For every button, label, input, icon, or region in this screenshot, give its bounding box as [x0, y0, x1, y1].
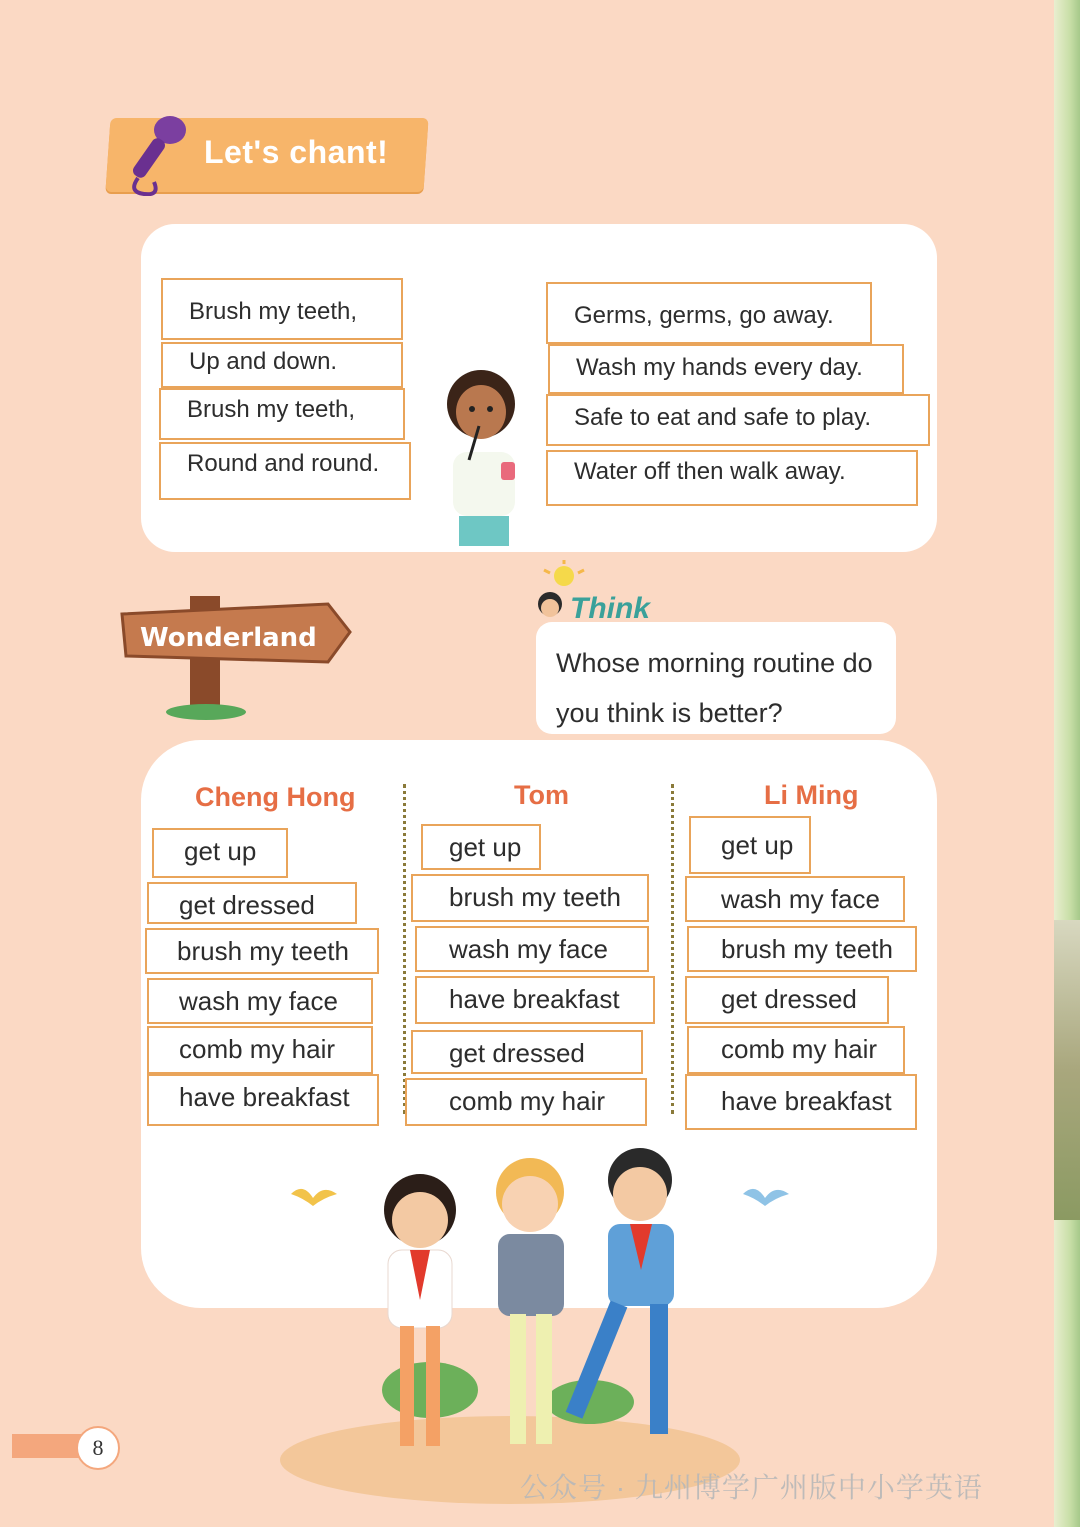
- think-question-line: Whose morning routine do: [556, 648, 873, 678]
- chant-banner: [100, 112, 430, 196]
- column-divider: [403, 784, 406, 1114]
- routine-step: get up: [152, 828, 288, 878]
- routine-step: brush my teeth: [687, 926, 917, 972]
- think-section: [530, 560, 900, 738]
- chant-line: Brush my teeth,: [161, 278, 403, 340]
- think-label: Think: [570, 592, 650, 625]
- girl-brushing-teeth-illustration: [431, 364, 541, 554]
- chant-title: Let's chant!: [204, 134, 389, 170]
- routine-name-cheng-hong: Cheng Hong: [195, 782, 356, 812]
- watermark: 公众号 · 九州博学广州版中小学英语: [520, 1472, 983, 1503]
- chant-line: Wash my hands every day.: [548, 344, 904, 394]
- routine-name-li-ming: Li Ming: [764, 780, 859, 810]
- bird-icon: [741, 1180, 791, 1210]
- page-number: 8: [76, 1426, 120, 1470]
- chant-line: Water off then walk away.: [546, 450, 918, 506]
- routine-step: wash my face: [685, 876, 905, 922]
- routine-step: have breakfast: [415, 976, 655, 1024]
- routine-step: comb my hair: [405, 1078, 647, 1126]
- chant-line: Safe to eat and safe to play.: [546, 394, 930, 446]
- routine-step: get dressed: [685, 976, 889, 1024]
- microphone-icon: [120, 112, 190, 196]
- routine-step: get dressed: [411, 1030, 643, 1074]
- routine-step: brush my teeth: [411, 874, 649, 922]
- routine-step: wash my face: [147, 978, 373, 1024]
- chant-line: Up and down.: [161, 342, 403, 388]
- routine-step: wash my face: [415, 926, 649, 972]
- routine-step: comb my hair: [147, 1026, 373, 1074]
- page-edge: [1054, 0, 1080, 1527]
- chant-line: Round and round.: [159, 442, 411, 500]
- wonderland-sign: [118, 590, 358, 720]
- routine-step: get up: [421, 824, 541, 870]
- children-walking-illustration: [280, 1140, 740, 1510]
- wonderland-label: Wonderland: [140, 623, 317, 653]
- chant-card: [141, 224, 937, 552]
- routine-name-tom: Tom: [514, 780, 569, 810]
- column-divider: [671, 784, 674, 1114]
- chant-line: Brush my teeth,: [159, 388, 405, 440]
- think-question: [556, 638, 896, 738]
- routine-step: have breakfast: [685, 1074, 917, 1130]
- routine-step: brush my teeth: [145, 928, 379, 974]
- routine-step: get up: [689, 816, 811, 874]
- think-question-line: you think is better?: [556, 698, 783, 728]
- routine-step: comb my hair: [687, 1026, 905, 1074]
- chant-line: Germs, germs, go away.: [546, 282, 872, 344]
- routine-step: get dressed: [147, 882, 357, 924]
- routine-step: have breakfast: [147, 1074, 379, 1126]
